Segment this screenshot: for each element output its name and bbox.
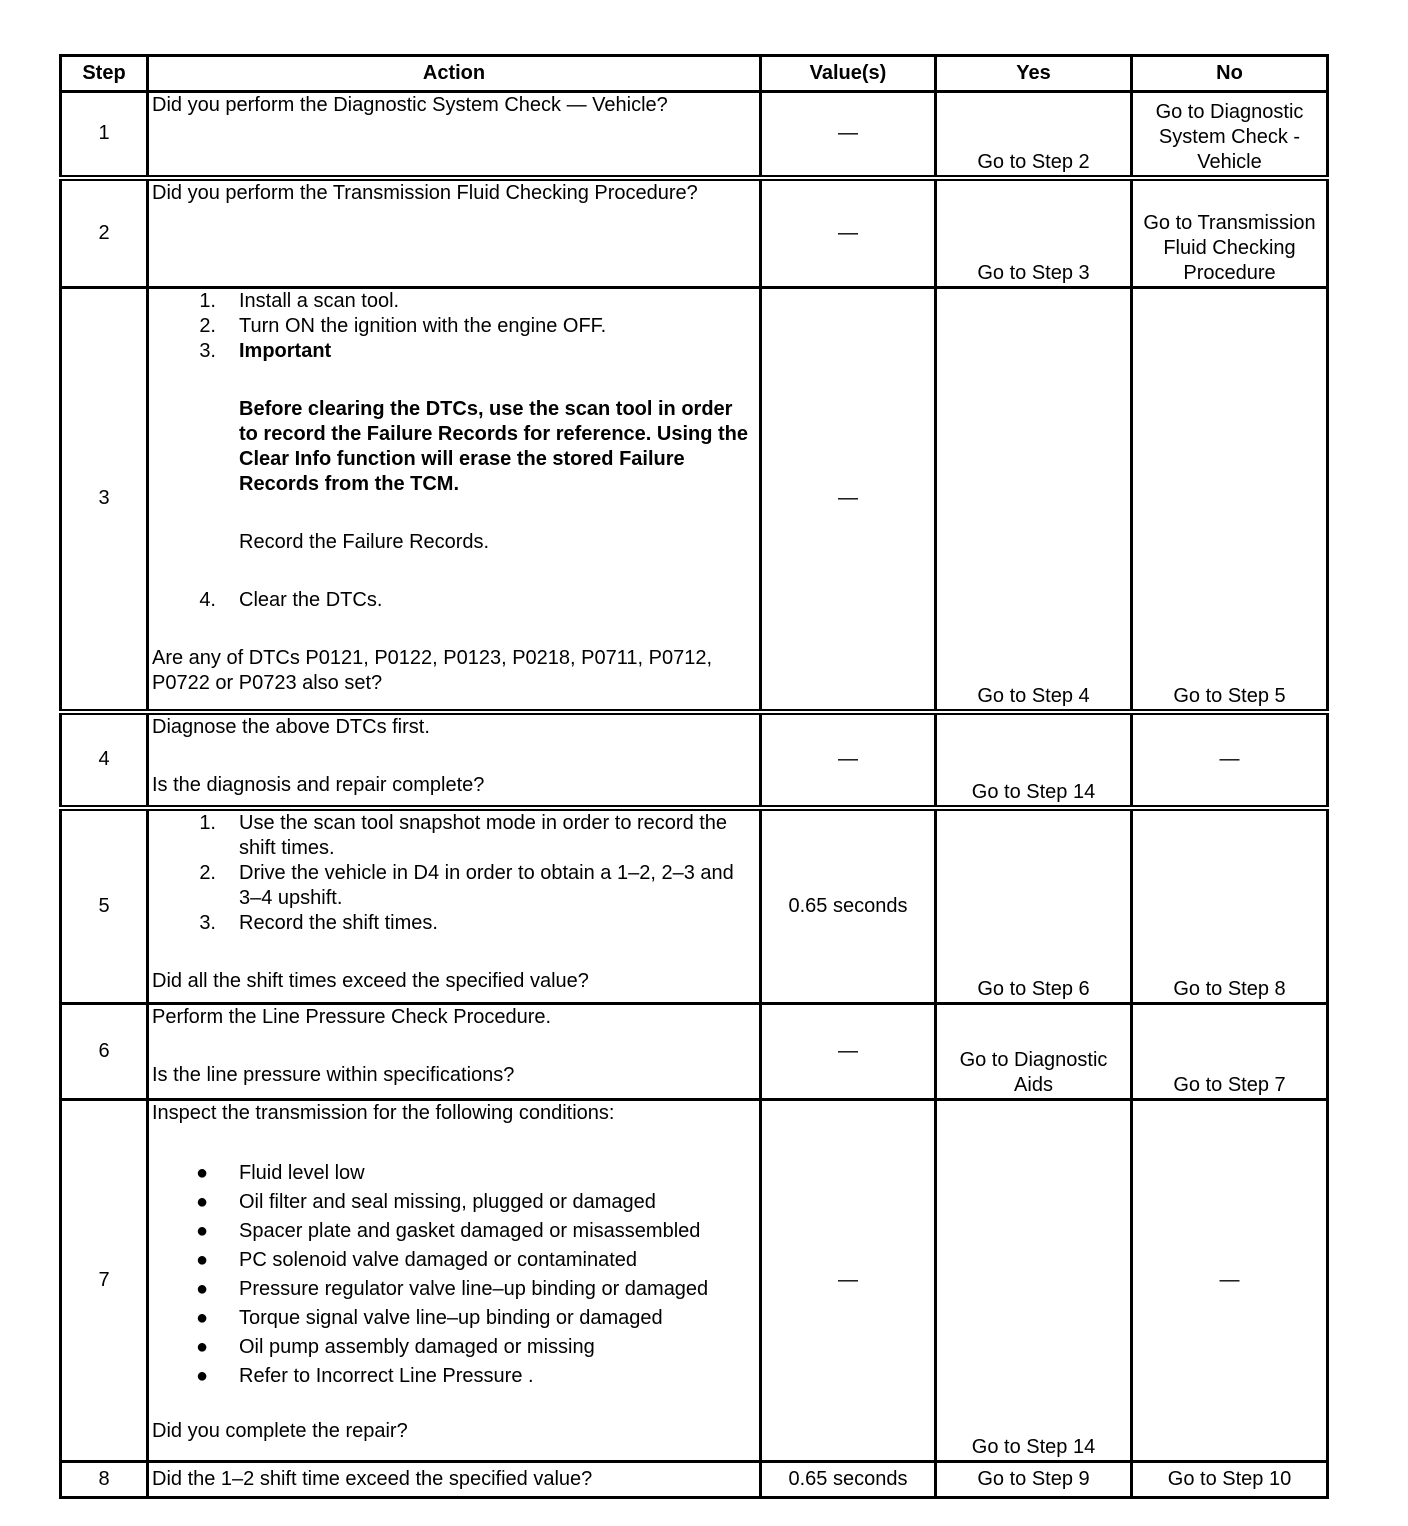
list-item: 3. Important Before clearing the DTCs, use the scan tool in order to record the Failure Records for reference. Using the Clear Info function will erase the stored Failure Records from the TCM. Record the Failure Records. xyxy=(152,339,756,588)
no-cell: Go to Transmission Fluid Checking Procedure xyxy=(1132,178,1328,288)
step-number: 3 xyxy=(61,288,148,712)
list-item: ● Refer to Incorrect Line Pressure . xyxy=(196,1365,534,1387)
question-text: Is the diagnosis and repair complete? xyxy=(152,773,485,796)
table-row xyxy=(61,1004,1328,1100)
action-text: Did the 1–2 shift time exceed the specified value? xyxy=(148,1462,761,1498)
header-no: No xyxy=(1132,56,1328,92)
header-step: Step xyxy=(61,56,148,92)
header-values: Value(s) xyxy=(761,56,936,92)
action-cell xyxy=(148,288,761,712)
value-cell: — xyxy=(761,1100,936,1462)
value-cell: 0.65 seconds xyxy=(761,1462,936,1498)
list-item: ● Oil filter and seal missing, plugged or damaged xyxy=(196,1191,656,1213)
action-cell xyxy=(148,808,761,1004)
step-number: 5 xyxy=(61,808,148,1004)
no-cell: — xyxy=(1132,1100,1328,1462)
action-cell xyxy=(148,712,761,808)
list-item: 1. Use the scan tool snapshot mode in order to record the shift times. xyxy=(199,811,728,859)
step-number: 1 xyxy=(61,92,148,178)
no-cell: Go to Step 5 xyxy=(1132,288,1328,712)
yes-cell: Go to Step 2 xyxy=(936,92,1132,178)
question-text: Are any of DTCs P0121, P0122, P0123, P0218, P0711, P0712, P0722 or P0723 also set? xyxy=(152,647,713,694)
yes-cell: Go to Step 14 xyxy=(936,712,1132,808)
table-row xyxy=(61,92,1328,178)
no-cell: — xyxy=(1132,712,1328,808)
list-item: ● Torque signal valve line–up binding or damaged xyxy=(196,1307,663,1329)
question-text: Did you complete the repair? xyxy=(152,1420,408,1442)
step-list xyxy=(152,811,756,936)
list-item: 2. Drive the vehicle in D4 in order to obtain a 1–2, 2–3 and 3–4 upshift. xyxy=(199,861,734,909)
list-item: ● Fluid level low xyxy=(196,1162,365,1184)
action-text: Did you perform the Diagnostic System Check — Vehicle? xyxy=(148,92,761,178)
condition-list xyxy=(152,1159,756,1391)
table-row xyxy=(61,288,1328,712)
table-row xyxy=(61,1100,1328,1462)
table-row xyxy=(61,712,1328,808)
list-item: 2. Turn ON the ignition with the engine OFF. xyxy=(199,315,607,337)
no-cell: Go to Step 7 xyxy=(1132,1004,1328,1100)
header-yes: Yes xyxy=(936,56,1132,92)
incorrect-line-pressure-link[interactable]: Refer to Incorrect Line Pressure . xyxy=(239,1365,534,1387)
step-number: 8 xyxy=(61,1462,148,1498)
value-cell: 0.65 seconds xyxy=(761,808,936,1004)
action-text: Inspect the transmission for the following conditions: xyxy=(152,1102,615,1124)
step-number: 7 xyxy=(61,1100,148,1462)
step-number: 6 xyxy=(61,1004,148,1100)
yes-cell: Go to Step 9 xyxy=(936,1462,1132,1498)
no-cell: Go to Step 10 xyxy=(1132,1462,1328,1498)
action-cell xyxy=(148,1100,761,1462)
step-number: 2 xyxy=(61,178,148,288)
list-item: ● Oil pump assembly damaged or missing xyxy=(196,1336,595,1358)
step-number: 4 xyxy=(61,712,148,808)
list-item: ● PC solenoid valve damaged or contaminated xyxy=(196,1249,638,1271)
yes-cell: Go to Step 4 xyxy=(936,288,1132,712)
value-cell: — xyxy=(761,92,936,178)
action-text: Perform the Line Pressure Check Procedure. xyxy=(152,1006,552,1028)
yes-cell: Go to Step 6 xyxy=(936,808,1132,1004)
no-cell: Go to Step 8 xyxy=(1132,808,1328,1004)
no-cell: Go to Diagnostic System Check - Vehicle xyxy=(1132,92,1328,178)
yes-cell: Go to Step 3 xyxy=(936,178,1132,288)
important-label: Important xyxy=(239,340,332,362)
list-item: 1. Install a scan tool. xyxy=(199,290,400,312)
value-cell: — xyxy=(761,1004,936,1100)
yes-cell: Go to Step 14 xyxy=(936,1100,1132,1462)
yes-cell: Go to Diagnostic Aids xyxy=(936,1004,1132,1100)
important-note: Before clearing the DTCs, use the scan tool in order to record the Failure Records for reference. Using the Clear Info function will erase the stored Failure Records from the TCM. xyxy=(239,398,749,495)
value-cell: — xyxy=(761,178,936,288)
value-cell: — xyxy=(761,288,936,712)
diagnostic-table xyxy=(59,54,1329,1499)
value-cell: — xyxy=(761,712,936,808)
list-item: 4. Clear the DTCs. xyxy=(199,589,383,611)
header-action: Action xyxy=(148,56,761,92)
record-instruction: Record the Failure Records. xyxy=(239,531,490,553)
table-row xyxy=(61,808,1328,1004)
list-item: ● Spacer plate and gasket damaged or misassembled xyxy=(196,1220,701,1242)
action-cell xyxy=(148,1004,761,1100)
table-row xyxy=(61,1462,1328,1498)
list-item: ● Pressure regulator valve line–up binding or damaged xyxy=(196,1278,709,1300)
action-text: Did you perform the Transmission Fluid Checking Procedure? xyxy=(148,178,761,288)
action-text: Diagnose the above DTCs first. xyxy=(152,715,430,738)
question-text: Is the line pressure within specifications? xyxy=(152,1064,515,1086)
step-list xyxy=(152,289,756,613)
list-item: 3. Record the shift times. xyxy=(199,911,438,934)
question-text: Did all the shift times exceed the specified value? xyxy=(152,969,589,992)
table-row xyxy=(61,178,1328,288)
table-header-row xyxy=(61,56,1328,92)
